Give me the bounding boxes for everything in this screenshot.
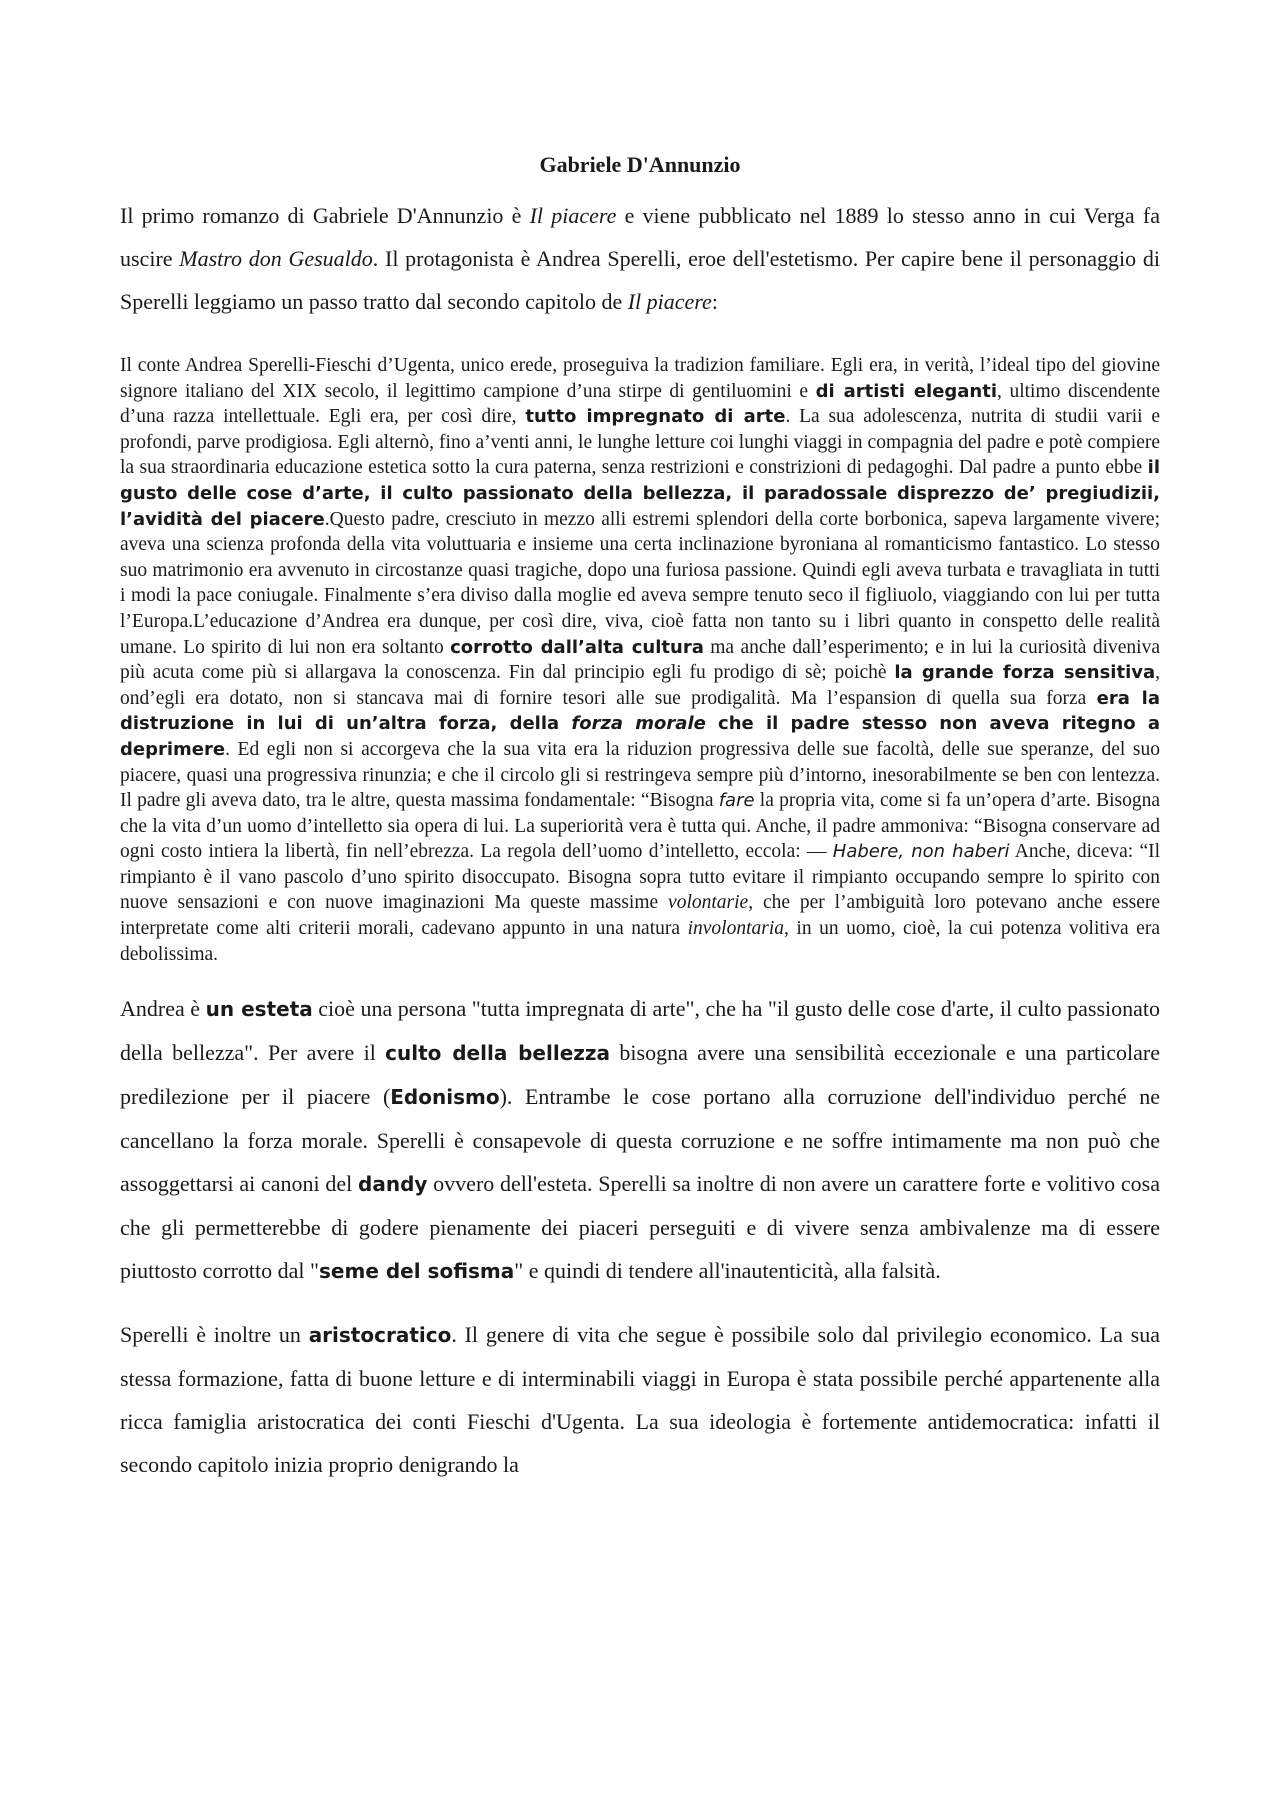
text-run: .Questo padre, cresciuto in mezzo alli estremi splendori della corte borbonica, sapeva largamente vivere; aveva una scienza profonda della vita voluttuaria e insieme una certa inclinazione byroniana al romanticismo fantastico. Lo stesso suo matrimonio era avvenuto in circostanze quasi tragiche, dopo una furiosa passione. Quindi egli aveva turbata e travagliata in tutti i modi la pace coniugale. Finalmente s’era diviso dalla moglie ed aveva sempre tenuto seco il figliuolo, viaggiando con lui per tutta l’Europa.L’educazione d’Andrea era dunque, per così dire, viva, cioè fatta non tanto su i libri quanto in conspetto delle realità umane. Lo spirito di lui non era soltanto: [120, 508, 1160, 658]
bold-run: seme del sofisma: [319, 1259, 515, 1284]
bold-italic-run: forza morale: [571, 713, 706, 735]
bold-run: il gusto delle cose d’arte, il culto passionato della bellezza, il paradossale disprezzo de’ pregiudizii, l’avidità del piacere: [120, 457, 1160, 530]
text-run: ovvero dell'esteta. Sperelli sa inoltre di non avere un carattere forte e volitivo cosa che gli permetterebbe di godere pienamente dei piaceri perseguiti e di vivere senza ambivalenze ma di essere piuttosto corrotto dal ": [120, 1171, 1160, 1284]
bold-run: tutto impregnato di arte: [525, 406, 786, 428]
intro-paragraph: [120, 194, 1160, 323]
text-run: ). Entrambe le cose portano alla corruzione dell'individuo perché ne cancellano la forza morale. Sperelli è consapevole di questa corruzione e ne soffre intimamente ma non può che assoggettarsi ai canoni del: [120, 1084, 1160, 1197]
text-run: , ond’egli era dotato, non si stancava mai di fornire tesori alle sue prodigalità. Ma l’espansion di quella sua forza: [120, 662, 1160, 709]
text-run: . Ed egli non si accorgeva che la sua vita era la riduzion progressiva delle sue facoltà, delle sue speranze, del suo piacere, quasi una progressiva rinunzia; e che il circolo gli si restringeva sempre più d’intorno, inesorabilmente se ben con lentezza. Il padre gli aveva dato, tra le altre, questa massima fondamentale: “Bisogna: [120, 738, 1160, 812]
italic-run: volontarie: [668, 892, 749, 914]
document-title: Gabriele D'Annunzio: [539, 152, 741, 177]
italic-run: fare: [718, 790, 755, 812]
bold-run: era la distruzione in lui di un’altra forza, della: [120, 687, 1160, 735]
text-run: Sperelli è inoltre un: [120, 1322, 309, 1348]
text-run: Andrea è: [120, 996, 206, 1022]
commentary-paragraph-1: [120, 987, 1160, 1293]
italic-run: Il piacere: [529, 203, 617, 228]
text-run: Il primo romanzo di Gabriele D'Annunzio è: [120, 203, 530, 228]
italic-run: Il piacere: [627, 289, 712, 314]
bold-run: Edonismo: [390, 1085, 500, 1110]
commentary: [120, 987, 1160, 1486]
quoted-passage: [120, 353, 1160, 967]
bold-run: la grande forza sensitiva: [894, 662, 1156, 684]
text-run: Anche, diceva: “Il rimpianto è il vano pascolo d’uno spirito disoccupato. Bisogna sopra tutto evitare il rimpianto occupando sempre lo spirito con nuove sensazioni e con nuove imaginazioni Ma queste massime: [120, 841, 1161, 914]
bold-run: dandy: [358, 1172, 428, 1197]
italic-run: involontaria: [687, 918, 784, 940]
bold-run: di artisti eleganti: [815, 380, 998, 402]
text-run: . La sua adolescenza, nutrita di studii varii e profondi, parve prodigiosa. Egli alternò, fino a’venti anni, le lunghe letture coi lunghi viaggi in compagnia del padre e potè compiere la sua straordinaria educazione estetica sotto la cura paterna, senza restrizioni e constrizioni di pedagoghi. Dal padre a punto ebbe: [120, 406, 1160, 479]
commentary-paragraph-2: [120, 1313, 1160, 1486]
text-run: . Il genere di vita che segue è possibile solo dal privilegio economico. La sua stessa formazione, fatta di buone letture e di interminabili viaggi in Europa è stata possibile perché appartenente alla ricca famiglia aristocratica dei conti Fieschi d'Ugenta. La sua ideologia è fortemente antidemocratica: infatti il secondo capitolo inizia proprio denigrando la: [120, 1322, 1160, 1478]
bold-run: aristocratico: [308, 1323, 452, 1348]
text-run: cioè una persona "tutta impregnata di arte", che ha "il gusto delle cose d'arte, il culto passionato della bellezza". Per avere il: [120, 996, 1160, 1066]
text-run: e viene pubblicato nel 1889 lo stesso anno in cui Verga fa uscire: [120, 203, 1160, 271]
text-run: " e quindi di tendere all'inautenticità, alla falsità.: [514, 1258, 941, 1284]
text-run: . Il protagonista è Andrea Sperelli, eroe dell'estetismo. Per capire bene il personaggio di Sperelli leggiamo un passo tratto dal secondo capitolo de: [120, 246, 1161, 314]
bold-run: un esteta: [205, 997, 313, 1022]
text-run: , in un uomo, cioè, la cui potenza volitiva era debolissima.: [120, 918, 1160, 965]
italic-run: Mastro don Gesualdo: [179, 246, 373, 271]
text-run: , che per l’ambiguità loro potevano anche essere interpretate come alti criterii morali, cadevano appunto in una natura: [120, 892, 1161, 940]
text-run: la propria vita, come si fa un’opera d’arte. Bisogna che la vita d’un uomo d’intelletto sia opera di lui. La superiorità vera è tutta qui. Anche, il padre ammoniva: “Bisogna conservare ad ogni costo intiera la libertà, fin nell’ebrezza. La regola dell’uomo d’intelletto, eccola: —: [120, 790, 1161, 863]
text-run: Il conte Andrea Sperelli-Fieschi d’Ugenta, unico erede, proseguiva la tradizion familiare. Egli era, in verità, l’ideal tipo del giovine signore italiano del XIX secolo, il legittimo campione d’una stirpe di gentiluomini e: [120, 355, 1160, 402]
text-run: , ultimo discendente d’una razza intellettuale. Egli era, per così dire,: [120, 380, 1160, 428]
text-run: :: [711, 289, 718, 314]
italic-run: Habere, non haberi: [832, 841, 1010, 863]
text-run: ma anche dall’esperimento; e in lui la curiosità diveniva più acuta come più si allargava la conoscenza. Fin dal principio egli fu prodigo di sè; poichè: [120, 636, 1160, 684]
bold-run: che il padre stesso non aveva ritegno a deprimere: [120, 713, 1160, 760]
intro-text: [120, 194, 1160, 323]
bold-run: culto della bellezza: [385, 1041, 611, 1066]
bold-run: corrotto dall’alta cultura: [450, 636, 704, 658]
document-page: [120, 150, 1160, 1486]
text-run: bisogna avere una sensibilità eccezionale e una particolare predilezione per il piacere (: [120, 1040, 1160, 1110]
